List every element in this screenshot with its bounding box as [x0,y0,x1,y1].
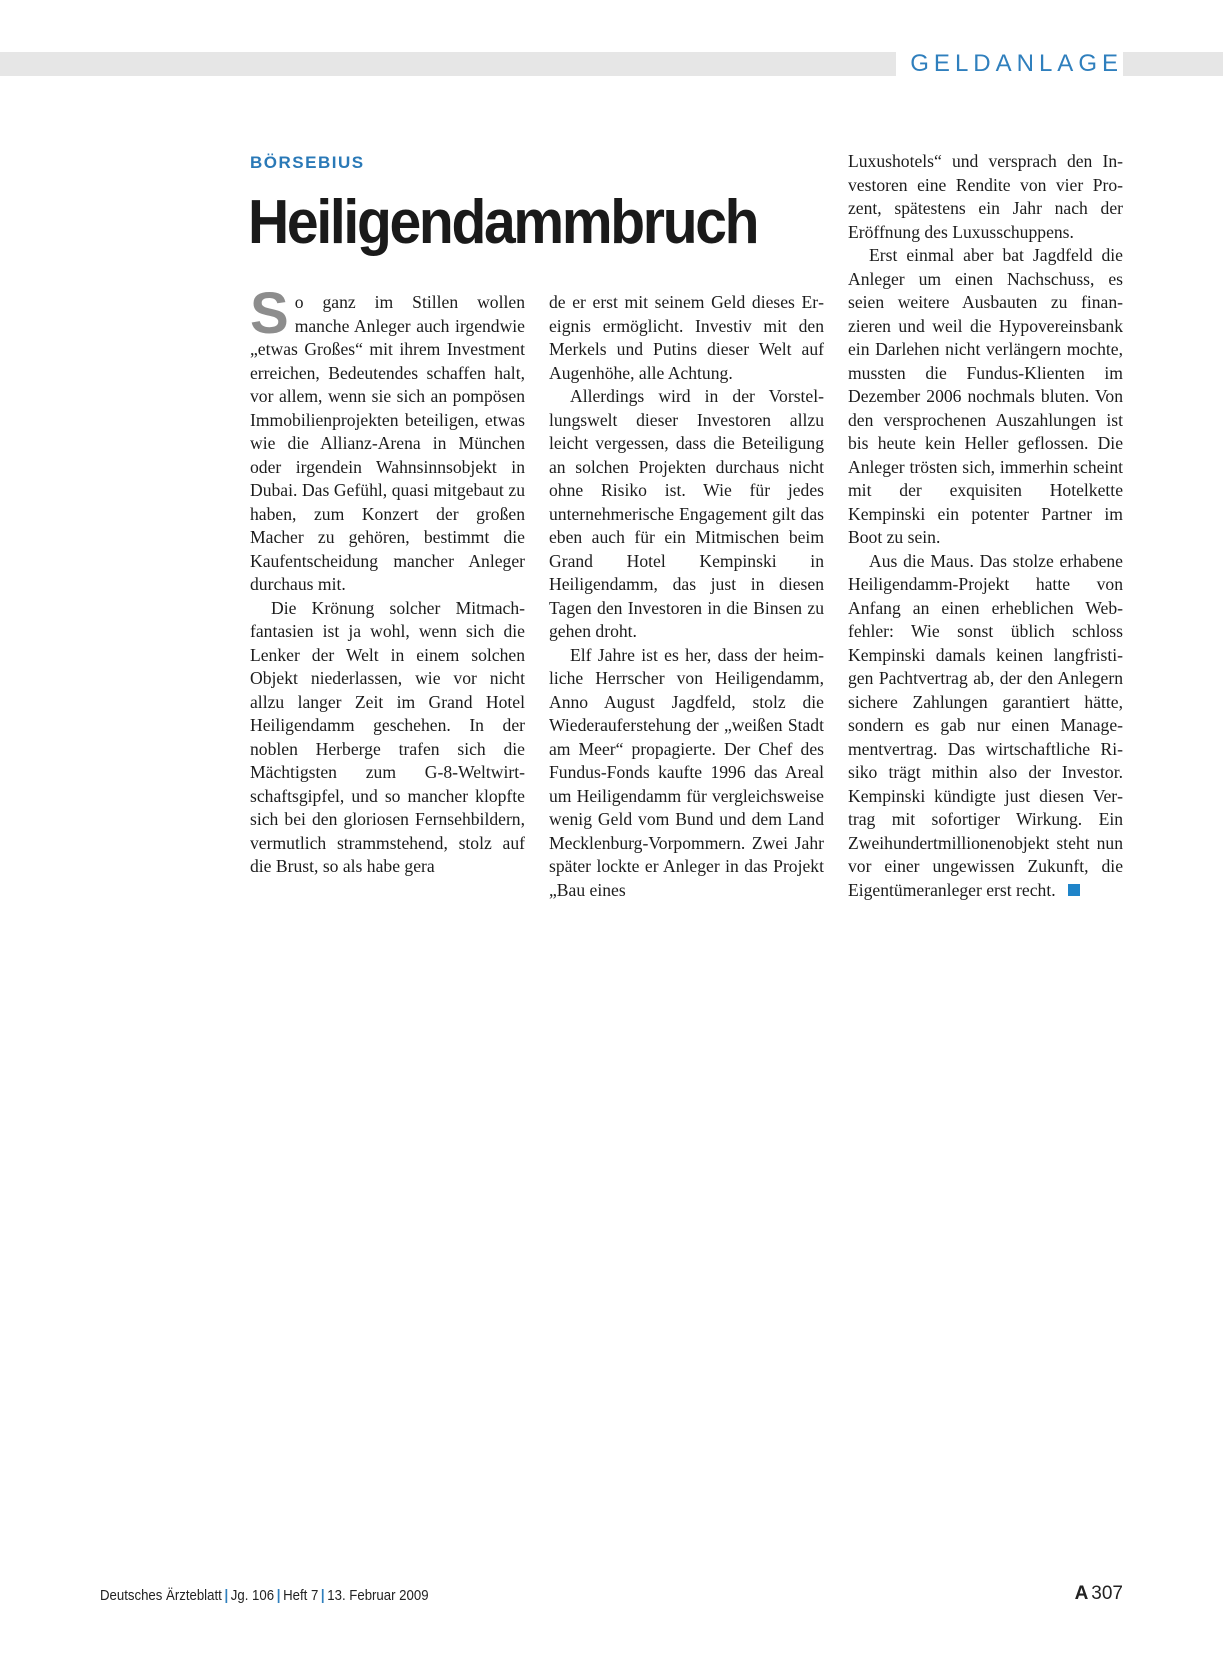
article-column-2 [549,291,824,902]
article-column-1 [250,281,525,879]
footer-separator: | [276,1587,281,1604]
footer-separator: | [224,1587,229,1604]
journal-name: Deutsches Ärzteblatt [100,1587,222,1604]
paragraph-1-text: o ganz im Stillen wollen manche Anleger auch irgendwie „etwas Großes“ mit ihrem Investment erreichen, Bedeutendes schaffen halt, vor allem, wenn sie sich an pompösen Immobilienprojekten beteiligen, etwas wie die Allianz-Arena in München oder irgendein Wahnsinnsobjekt in Dubai. Das Gefühl, quasi mitgebaut zu haben, zum Konzert der großen Macher zu gehören, bestimmt die Kaufentscheidung mancher Anleger durchaus mit. [250,292,525,594]
issue-date: 13. Februar 2009 [327,1587,429,1604]
paragraph-2: Die Krönung solcher Mitmachfantasien ist ja wohl, wenn sich die Lenker der Welt in einem solchen Objekt niederlassen, wie vor nicht allzu langer Zeit im Grand Hotel Heiligendamm geschehen. In der noblen Herberge trafen sich die Mächtigsten zum G-8-Weltwirtschaftsgipfel, und so mancher klopfte sich bei den gloriosen Fernsehbildern, vermutlich strammstehend, stolz auf die Brust, so als habe gera [250,597,525,876]
article-headline: Heiligendammbruch [248,188,758,257]
paragraph-1 [250,281,525,597]
end-of-article-icon [1068,884,1080,896]
paragraph-4: Allerdings wird in der Vorstellungswelt dieser Investoren allzu leicht vergessen, dass die Beteiligung an solchen Projekten durchaus nicht ohne Risiko ist. Wie für jedes unternehmerische Engagement gilt das eben auch für ein Mitmischen beim Grand Hotel Kempinski in Heiligendamm, das just in diesen Tagen den Investoren in die Binsen zu gehen droht. [549,386,824,641]
page-number-value: 307 [1091,1583,1123,1604]
paragraph-5: Elf Jahre ist es her, dass der heimliche Herrscher von Heiligendamm, Anno August Jagdfeld, stolz die Wiederauferstehung der „weißen Stadt am Meer“ propagierte. Der Chef des Fundus-Fonds kaufte 1996 das Areal um Heiligendamm für vergleichsweise wenig Geld vom Bund und dem Land Mecklenburg-Vorpommern. Zwei Jahr später lockte er Anleger in das Projekt „Bau eines [549,644,824,900]
column-kicker: BÖRSEBIUS [250,153,365,172]
footer-separator: | [320,1587,325,1604]
paragraph-8 [848,550,1123,903]
paragraph-6: Luxushotels“ und versprach den Investoren eine Rendite von vier Prozent, spätestens ein Jahr nach der Eröffnung des Luxusschuppens. [848,151,1123,242]
article-column-3 [848,150,1123,902]
journal-volume: Jg. 106 [230,1587,275,1604]
paragraph-7: Erst einmal aber bat Jagdfeld die Anleger um einen Nachschuss, es seien weitere Ausbauten zu finanzieren und weil die Hypovereinsbank ein Darlehen nicht verlängern mochte, mussten die Fundus-Klienten im Dezember 2006 nochmals bluten. Von den versprochenen Auszahlungen ist bis heute kein Heller geflossen. Die Anleger trösten sich, immerhin scheint mit der exquisiten Hotelkette Kempinski ein potenter Partner im Boot zu sein. [848,245,1123,547]
footer-citation [100,1587,429,1604]
journal-issue: Heft 7 [283,1587,319,1604]
page-prefix: A [1074,1583,1089,1604]
paragraph-3: de er erst mit seinem Geld dieses Ereignis ermöglicht. Investiv mit den Merkels und Putins dieser Welt auf Augenhöhe, alle Achtung. [549,292,824,383]
section-label: GELDANLAGE [896,50,1123,78]
paragraph-8-text: Aus die Maus. Das stolze erhabene Heiligendamm-Projekt hatte von Anfang an einen erheblichen Webfehler: Wie sonst üblich schloss Kempinski damals keinen langfristigen Pachtvertrag ab, der den Anlegern sichere Zahlungen garantiert hätte, sondern es gab nur einen Managementvertrag. Das wirtschaftliche Risiko trägt mithin also der Investor. Kempinski kündigte just diesen Vertrag mit sofortiger Wirkung. Ein Zweihundertmillionenobjekt steht nun vor einer ungewissen Zukunft, die Eigentümeranleger erst recht. [848,550,1123,900]
drop-cap: S [250,281,289,346]
page-number [1075,1583,1123,1605]
